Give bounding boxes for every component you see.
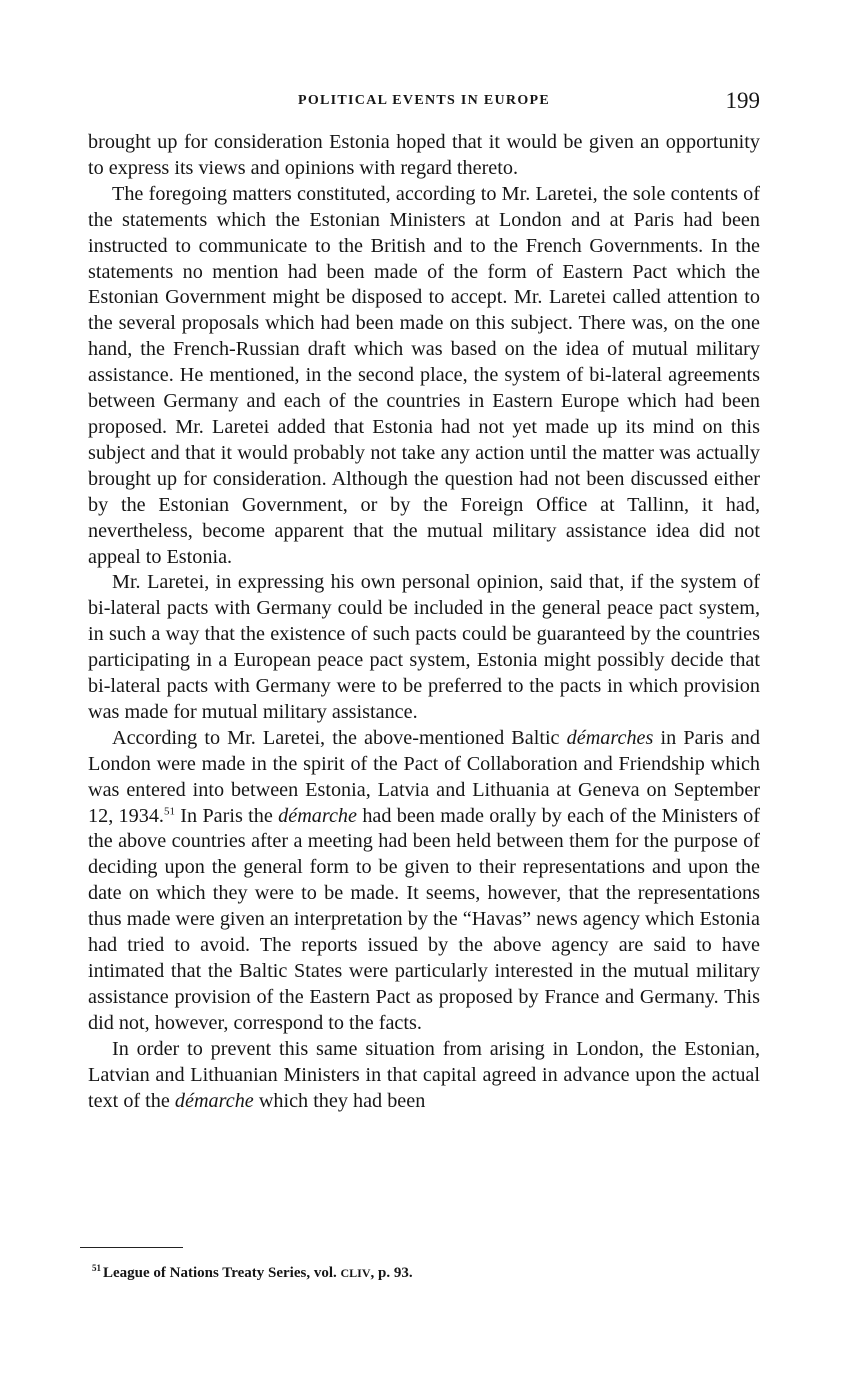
italic-term: démarche	[174, 1089, 254, 1112]
running-header	[88, 88, 760, 116]
text-run: In Paris the	[174, 804, 279, 827]
running-title: POLITICAL EVENTS IN EUROPE	[297, 93, 551, 108]
footnote-volume: CLIV	[340, 1266, 371, 1280]
paragraph-laretei-statements: The foregoing matters constituted, according to Mr. Laretei, the sole contents of the statements which the Estonian Ministers at London and at Paris had been instructed to communicate to the British and to the French Governments. In the statements no mention had been made of the form of Eastern Pact which the Estonian Government might be disposed to accept. Mr. Laretei called attention to the several proposals which had been made on this subject. There was, on the one hand, the French-Russian draft which was based on the idea of mutual military assistance. He mentioned, in the second place, the system of bi-lateral agreements between Germany and each of the countries in Eastern Europe which had been proposed. Mr. Laretei added that Estonia had not yet made up its mind on this subject and that it would probably not take any action until the matter was actually brought up for consideration. Although the question had not been discussed either by the Estonian Government, or by the Foreign Office at Tallinn, it had, nevertheless, become apparent that the mutual military assistance idea did not appeal to Estonia.	[88, 182, 760, 568]
page-number: 199	[725, 88, 760, 113]
footnote-reference: 51	[163, 804, 175, 817]
paragraph-personal-opinion: Mr. Laretei, in expressing his own personal opinion, said that, if the system of bi-lateral pacts with Germany could be included in the general peace pact system, in such a way that the existence of such pacts could be guaranteed by the countries participating in a European peace pact system, Estonia might possibly decide that bi-lateral pacts with Germany were to be preferred to the pacts in which provision was made for mutual military assistance.	[88, 571, 760, 723]
text-run: which they had been	[253, 1089, 426, 1112]
footnote-divider	[80, 1247, 183, 1248]
footnote-text: , p. 93.	[370, 1265, 413, 1281]
italic-term: démarche	[278, 804, 357, 827]
text-run: According to Mr. Laretei, the above-mentioned Baltic	[112, 726, 567, 749]
text-run: in Paris and London were made in the spirit of the Pact of Collaboration and Friendship which was entered into between Estonia, Latvia and Lithuania at Geneva on September 12, 1934.	[88, 726, 760, 827]
body-text	[88, 130, 760, 1114]
footnote-text: League of Nations Treaty Series, vol.	[103, 1265, 341, 1281]
italic-term: démarches	[566, 726, 654, 749]
text-run: In order to prevent this same situation from arising in London, the Estonian, Latvian and Lithuanian Ministers in that capital agreed in advance upon the actual text of the	[88, 1037, 760, 1112]
paragraph-continued: brought up for consideration Estonia hoped that it would be given an opportunity to express its views and opinions with regard thereto.	[88, 131, 760, 179]
text-run: had been made orally by each of the Ministers of the above countries after a meeting had been held between them for the purpose of deciding upon the general form to be given to their representations and upon the date on which they were to be made. It seems, however, that the representations thus made were given an interpretation by the “Havas” news agency which Estonia had tried to avoid. The reports issued by the above agency are said to have intimated that the Baltic States were particularly interested in the mutual military assistance provision of the Eastern Pact as proposed by France and Germany. This did not, however, correspond to the facts.	[88, 804, 761, 1034]
footnote	[92, 1263, 752, 1283]
paragraph-baltic-demarches	[88, 726, 760, 1037]
footnote-mark: 51	[92, 1263, 101, 1273]
paragraph-london-demarche	[88, 1037, 760, 1115]
